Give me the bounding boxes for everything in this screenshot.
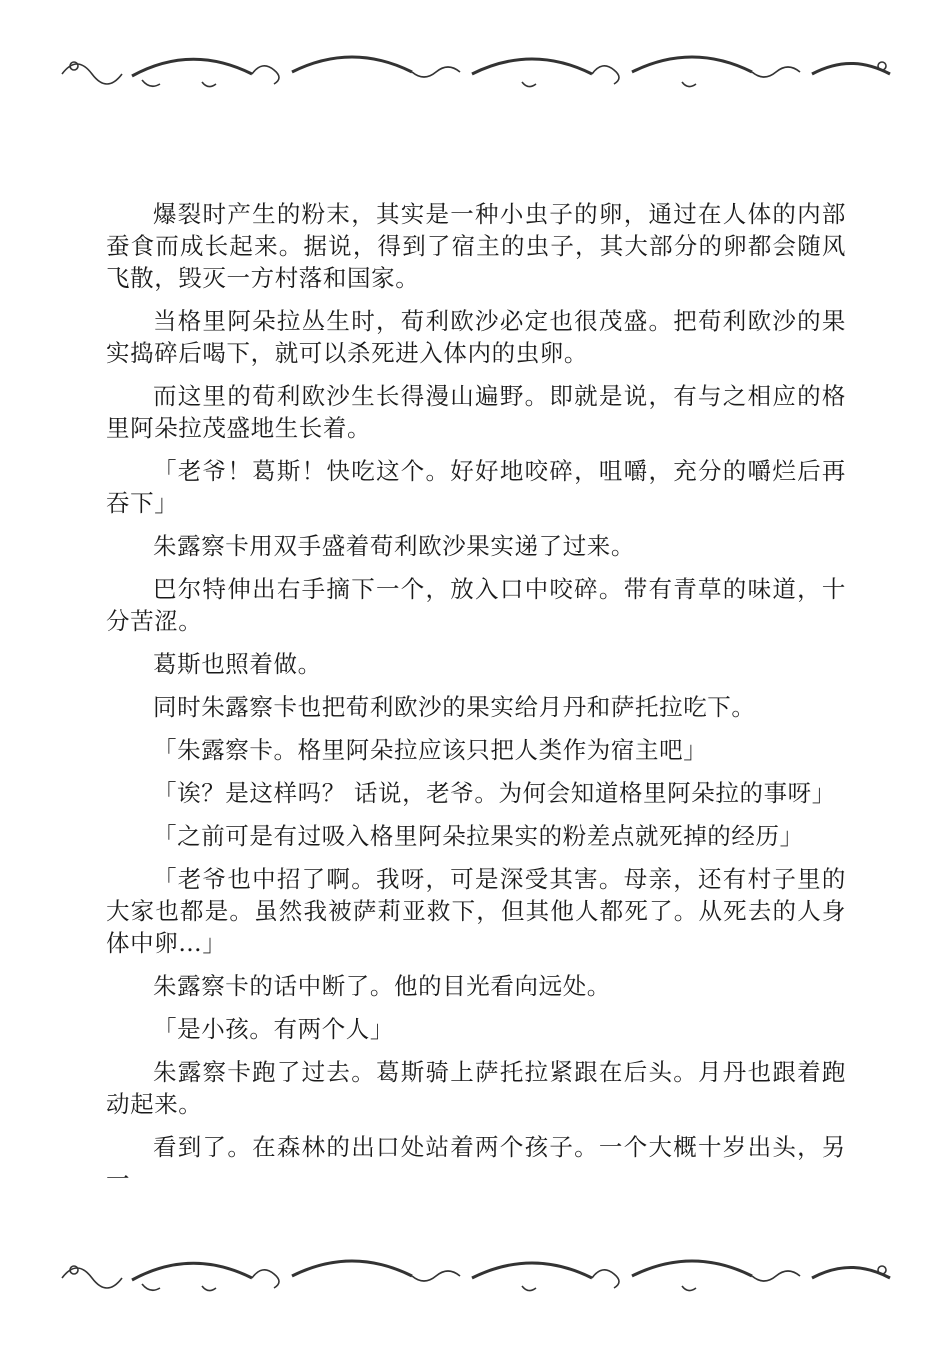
paragraph: 朱露察卡的话中断了。他的目光看向远处。 [153,972,611,1000]
paragraph: 朱露察卡跑了过去。葛斯骑上萨托拉紧跟在后头。月丹也跟着跑动起来。 [106,1058,846,1118]
body-text [106,198,846,1206]
paragraph: 葛斯也照着做。 [153,650,322,678]
bottom-ornament [52,1248,900,1308]
paragraph: 爆裂时产生的粉末，其实是一种小虫子的卵，通过在人体的内部蚕食而成长起来。据说，得到了宿主的虫子，其大部分的卵都会随风飞散，毁灭一方村落和国家。 [106,200,846,292]
paragraph: 朱露察卡用双手盛着荀利欧沙果实递了过来。 [153,532,635,560]
dialogue-paragraph: 「诶？是这样吗？ 话说，老爷。为何会知道格里阿朵拉的事呀」 [153,779,836,807]
dialogue-paragraph: 「老爷也中招了啊。我呀，可是深受其害。母亲，还有村子里的大家也都是。虽然我被萨莉亚救下，但其他人都死了。从死去的人身体中卵…」 [106,865,846,957]
top-ornament [52,44,900,104]
paragraph: 当格里阿朵拉丛生时，荀利欧沙必定也很茂盛。把荀利欧沙的果实捣碎后喝下，就可以杀死进入体内的虫卵。 [106,307,846,367]
paragraph: 同时朱露察卡也把荀利欧沙的果实给月丹和萨托拉吃下。 [153,693,756,721]
dialogue-paragraph: 「是小孩。有两个人」 [153,1015,394,1043]
dialogue-paragraph: 「老爷！葛斯！快吃这个。好好地咬碎，咀嚼，充分的嚼烂后再吞下」 [106,457,846,517]
paragraph: 巴尔特伸出右手摘下一个，放入口中咬碎。带有青草的味道，十分苦涩。 [106,575,846,635]
dialogue-paragraph: 「之前可是有过吸入格里阿朵拉果实的粉差点就死掉的经历」 [153,822,804,850]
paragraph: 看到了。在森林的出口处站着两个孩子。一个大概十岁出头，另一 [106,1133,846,1193]
paragraph: 而这里的荀利欧沙生长得漫山遍野。即就是说，有与之相应的格里阿朵拉茂盛地生长着。 [106,382,846,442]
dialogue-paragraph: 「朱露察卡。格里阿朵拉应该只把人类作为宿主吧」 [153,736,708,764]
